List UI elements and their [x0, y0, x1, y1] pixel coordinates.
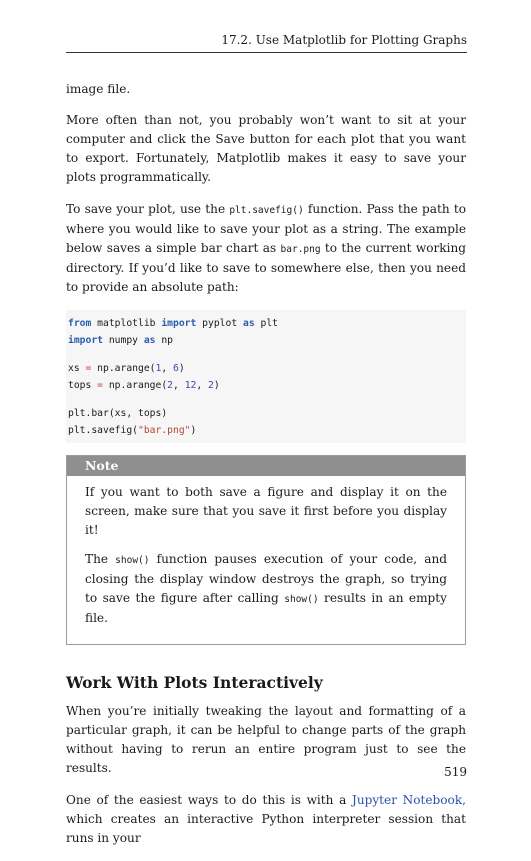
code-line-3: [66, 360, 466, 377]
page-content: [66, 80, 466, 861]
code-token: ): [178, 363, 185, 374]
code-line-4: [66, 377, 466, 394]
page-number: 519: [444, 765, 467, 779]
number: 2: [167, 380, 174, 391]
code-block: [66, 310, 466, 443]
text-run: To save your plot, use the: [66, 202, 230, 216]
note-title: Note: [67, 456, 465, 476]
code-line-5: plt.bar(xs, tops): [68, 408, 168, 419]
text-run: to the current working directory. If you’d like to save to somewhere else, then you need to provide an absolute path:: [66, 241, 466, 294]
code-line-6: [66, 422, 466, 439]
keyword: import: [161, 318, 197, 329]
number: 1: [155, 363, 162, 374]
inline-code-savefig: plt.savefig(): [229, 205, 304, 216]
paragraph-savefig: [66, 200, 466, 297]
note-box: [66, 455, 466, 645]
code-token: np.arange(: [91, 363, 156, 374]
operator: =: [97, 380, 104, 391]
text-run: function pauses execution of your code, and closing the display window destroys the graph, so trying to save the figure after calling: [85, 552, 447, 605]
code-token: numpy: [103, 335, 144, 346]
code-blank-line: [66, 394, 466, 405]
string-literal: "bar.png": [138, 425, 191, 436]
number: 6: [173, 363, 179, 374]
paragraph-save-intro: More often than not, you probably won’t want to sit at your computer and click the Save button for each plot that you want to export. Fortunately, Matplotlib makes it easy to save your plots programmatically.: [66, 113, 466, 184]
text-run: function. Pass the path to where you would like to save your plot as a string. The example below saves a simple bar chart as: [66, 202, 466, 255]
jupyter-notebook-link[interactable]: Jupyter Notebook,: [351, 793, 466, 807]
text-run: The: [85, 552, 116, 566]
keyword: from: [68, 318, 92, 329]
code-token: np: [155, 335, 173, 346]
code-token: plt.savefig(: [68, 425, 138, 436]
code-token: ): [213, 380, 220, 391]
running-header: 17.2. Use Matplotlib for Plotting Graphs: [66, 33, 467, 53]
operator: =: [85, 363, 92, 374]
text-run: which creates an interactive Python interpreter session that runs in your: [66, 812, 466, 845]
code-token: ,: [173, 380, 185, 391]
code-token: tops: [68, 380, 98, 391]
code-token: ,: [161, 363, 174, 374]
code-token: plt: [254, 318, 279, 329]
code-token: np.arange(: [103, 380, 168, 391]
keyword: as: [143, 335, 156, 346]
number: 12: [184, 380, 197, 391]
number: 2: [208, 380, 214, 391]
note-body: [67, 476, 465, 644]
inline-code-bar-png: bar.png: [280, 244, 321, 255]
section-heading: Work With Plots Interactively: [66, 673, 323, 692]
keyword: import: [68, 335, 103, 346]
code-token: xs: [68, 363, 86, 374]
code-line-2: [66, 332, 466, 349]
note-paragraph-1: If you want to both save a figure and display it on the screen, make sure that you save it first before you display it!: [85, 485, 447, 537]
code-line-1: [66, 315, 466, 332]
code-token: ): [190, 425, 197, 436]
inline-code-show: show(): [115, 555, 150, 566]
code-token: matplotlib: [91, 318, 162, 329]
paragraph-interactive-intro: When you’re initially tweaking the layout and formatting of a particular graph, it can be helpful to change parts of the graph without having to rerun an entire program just to see the results.: [66, 704, 466, 775]
code-token: pyplot: [196, 318, 244, 329]
text-run: results in an empty file.: [85, 591, 447, 625]
paragraph-continuation: image file.: [66, 82, 131, 96]
keyword: as: [243, 318, 255, 329]
text-run: One of the easiest ways to do this is with a: [66, 793, 352, 807]
note-paragraph-2: [85, 550, 447, 628]
code-blank-line: [66, 349, 466, 360]
code-token: ,: [196, 380, 209, 391]
inline-code-show: show(): [284, 594, 319, 605]
